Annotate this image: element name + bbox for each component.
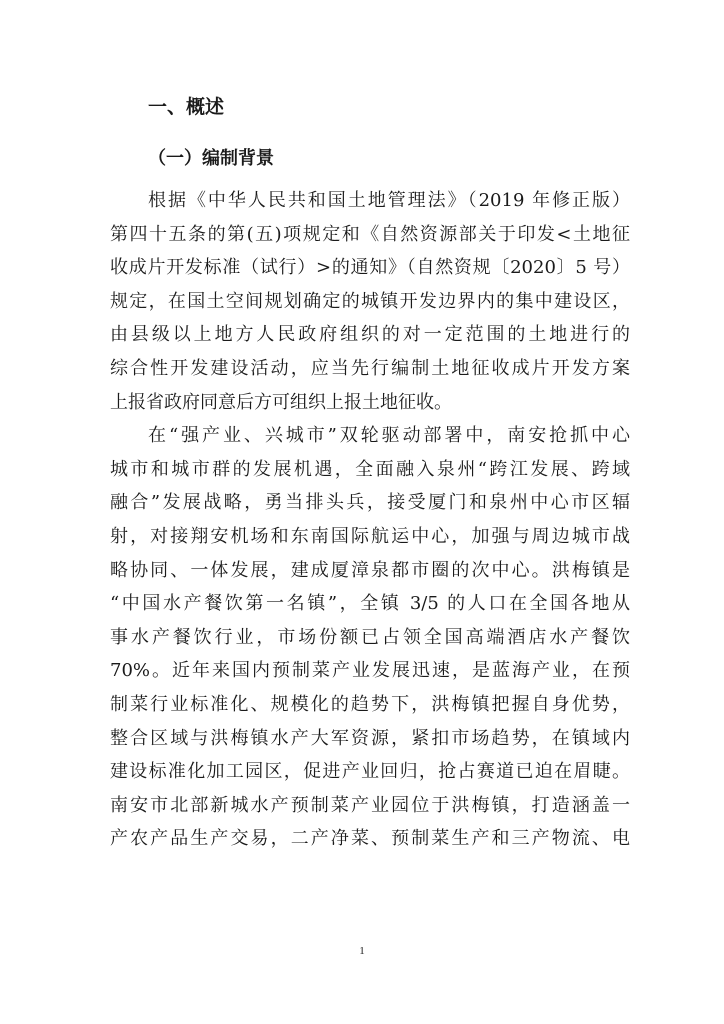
text-line: 在“强产业、兴城市”双轮驱动部署中，南安抢抓中心 — [148, 425, 630, 447]
text-line: 事水产餐饮行业，市场份额已占领全国高端酒店水产餐饮 — [110, 626, 630, 648]
text-line: 综合性开发建设活动，应当先行编制土地征收成片开发方案 — [110, 357, 630, 379]
text-line: 收成片开发标准（试行）>的通知》（自然资规〔2020〕5 号） — [110, 257, 630, 279]
body-text — [110, 184, 630, 856]
text-line: 射，对接翔安机场和东南国际航运中心，加强与周边城市战 — [110, 525, 630, 547]
text-line: 建设标准化加工园区，促进产业回归，抢占赛道已迫在眉睫。 — [110, 761, 630, 783]
subsection-heading: （一）编制背景 — [148, 148, 274, 169]
text-line: 略协同、一体发展，建成厦漳泉都市圈的次中心。洪梅镇是 — [110, 559, 630, 581]
text-line: 上报省政府同意后方可组织上报土地征收。 — [110, 391, 452, 413]
text-line: “中国水产餐饮第一名镇”，全镇 3/5 的人口在全国各地从 — [110, 593, 630, 615]
text-line: 70%。近年来国内预制菜产业发展迅速，是蓝海产业，在预 — [110, 660, 630, 682]
text-line: 融合”发展战略，勇当排头兵，接受厦门和泉州中心市区辐 — [110, 492, 630, 514]
text-line: 第四十五条的第(五)项规定和《自然资源部关于印发<土地征 — [110, 223, 630, 245]
text-line: 由县级以上地方人民政府组织的对一定范围的土地进行的 — [110, 324, 630, 346]
page-number: 1 — [359, 945, 365, 957]
section-heading: 一、概述 — [148, 96, 225, 118]
text-line: 规定，在国土空间规划确定的城镇开发边界内的集中建设区， — [110, 290, 630, 312]
text-line: 产农产品生产交易，二产净菜、预制菜生产和三产物流、电 — [110, 828, 630, 850]
text-line: 整合区域与洪梅镇水产大军资源，紧扣市场趋势，在镇域内 — [110, 727, 630, 749]
text-line: 南安市北部新城水产预制菜产业园位于洪梅镇，打造涵盖一 — [110, 794, 630, 816]
text-line: 根据《中华人民共和国土地管理法》（2019 年修正版） — [148, 190, 630, 211]
text-line: 城市和城市群的发展机遇，全面融入泉州“跨江发展、跨域 — [110, 458, 630, 480]
text-line: 制菜行业标准化、规模化的趋势下，洪梅镇把握自身优势， — [110, 693, 630, 715]
